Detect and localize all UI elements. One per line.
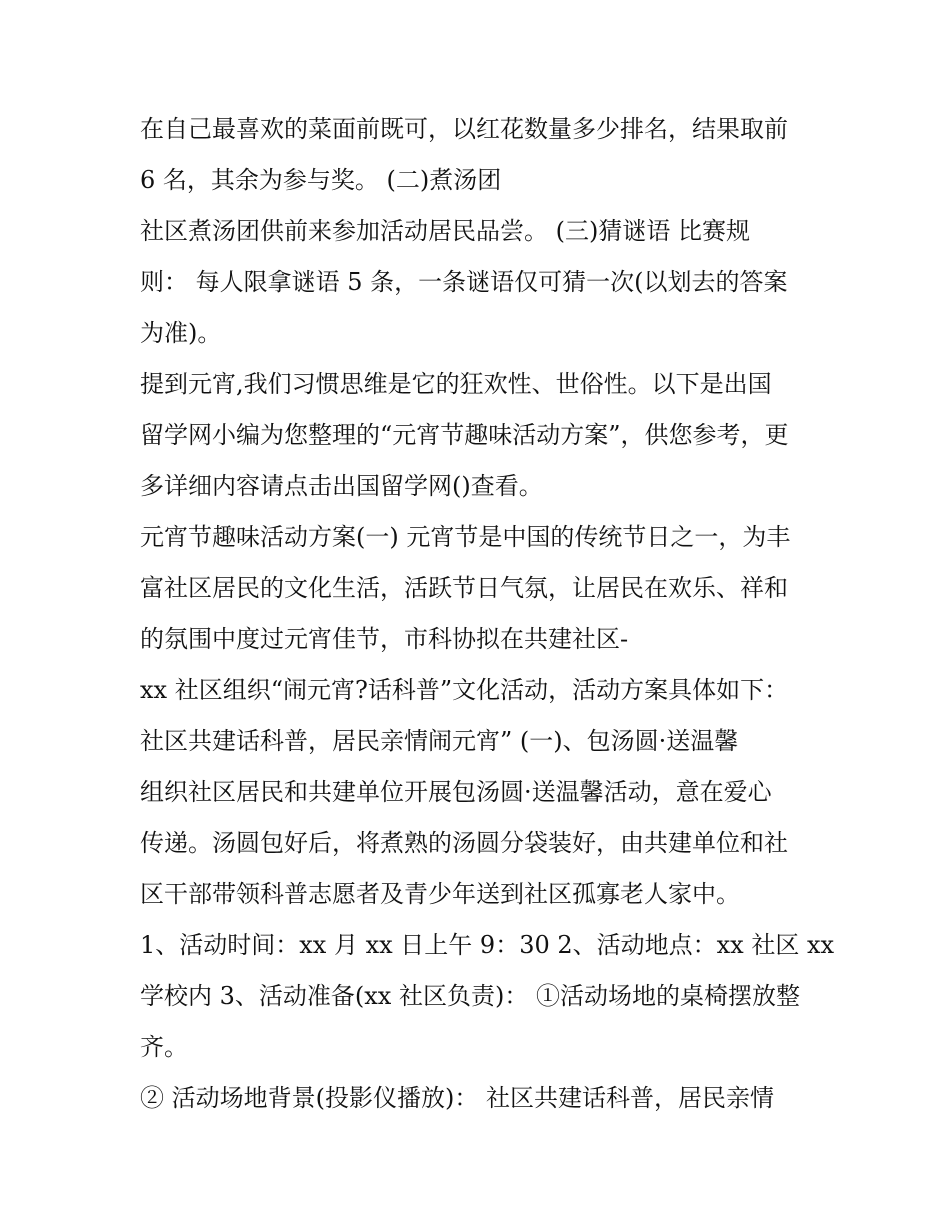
text-line: 留学网小编为您整理的“元宵节趣味活动方案”，供您参考，更 [140,421,789,449]
text-line: 多详细内容请点击出国留学网()查看。 [140,472,543,500]
text-line: 传递。汤圆包好后，将煮熟的汤圆分袋装好，由共建单位和社 [140,829,788,857]
text-line: 元宵节趣味活动方案(一) 元宵节是中国的传统节日之一，为丰 [140,523,791,551]
text-line: 组织社区居民和共建单位开展包汤圆·送温馨活动，意在爱心 [140,778,772,806]
text-line: 齐。 [140,1033,188,1061]
text-line: 则： 每人限拿谜语 5 条，一条谜语仅可猜一次(以划去的答案 [140,268,788,296]
text-line: 学校内 3、活动准备(xx 社区负责)： ①活动场地的桌椅摆放整 [140,982,800,1010]
text-line: 为准)。 [140,319,222,347]
text-line: 社区共建话科普，居民亲情闹元宵” (一)、包汤圆·送温馨 [140,727,739,755]
text-line: ② 活动场地背景(投影仪播放)： 社区共建话科普，居民亲情 [140,1084,774,1112]
text-line: 1、活动时间：xx 月 xx 日上午 9：30 2、活动地点：xx 社区 xx [140,931,835,959]
text-line: 的氛围中度过元宵佳节，市科协拟在共建社区- [140,625,629,653]
text-line: 6 名，其余为参与奖。 (二)煮汤团 [140,166,502,194]
text-line: 在自己最喜欢的菜面前既可，以红花数量多少排名，结果取前 [140,115,788,143]
text-line: 区干部带领科普志愿者及青少年送到社区孤寡老人家中。 [140,880,740,908]
text-line: xx 社区组织“闹元宵?话科普”文化活动，活动方案具体如下： [140,676,789,704]
text-line: 社区煮汤团供前来参加活动居民品尝。 (三)猜谜语 比赛规 [140,217,750,245]
text-line: 提到元宵,我们习惯思维是它的狂欢性、世俗性。以下是出国 [140,370,772,398]
text-line: 富社区居民的文化生活，活跃节日气氛，让居民在欢乐、祥和 [140,574,788,602]
